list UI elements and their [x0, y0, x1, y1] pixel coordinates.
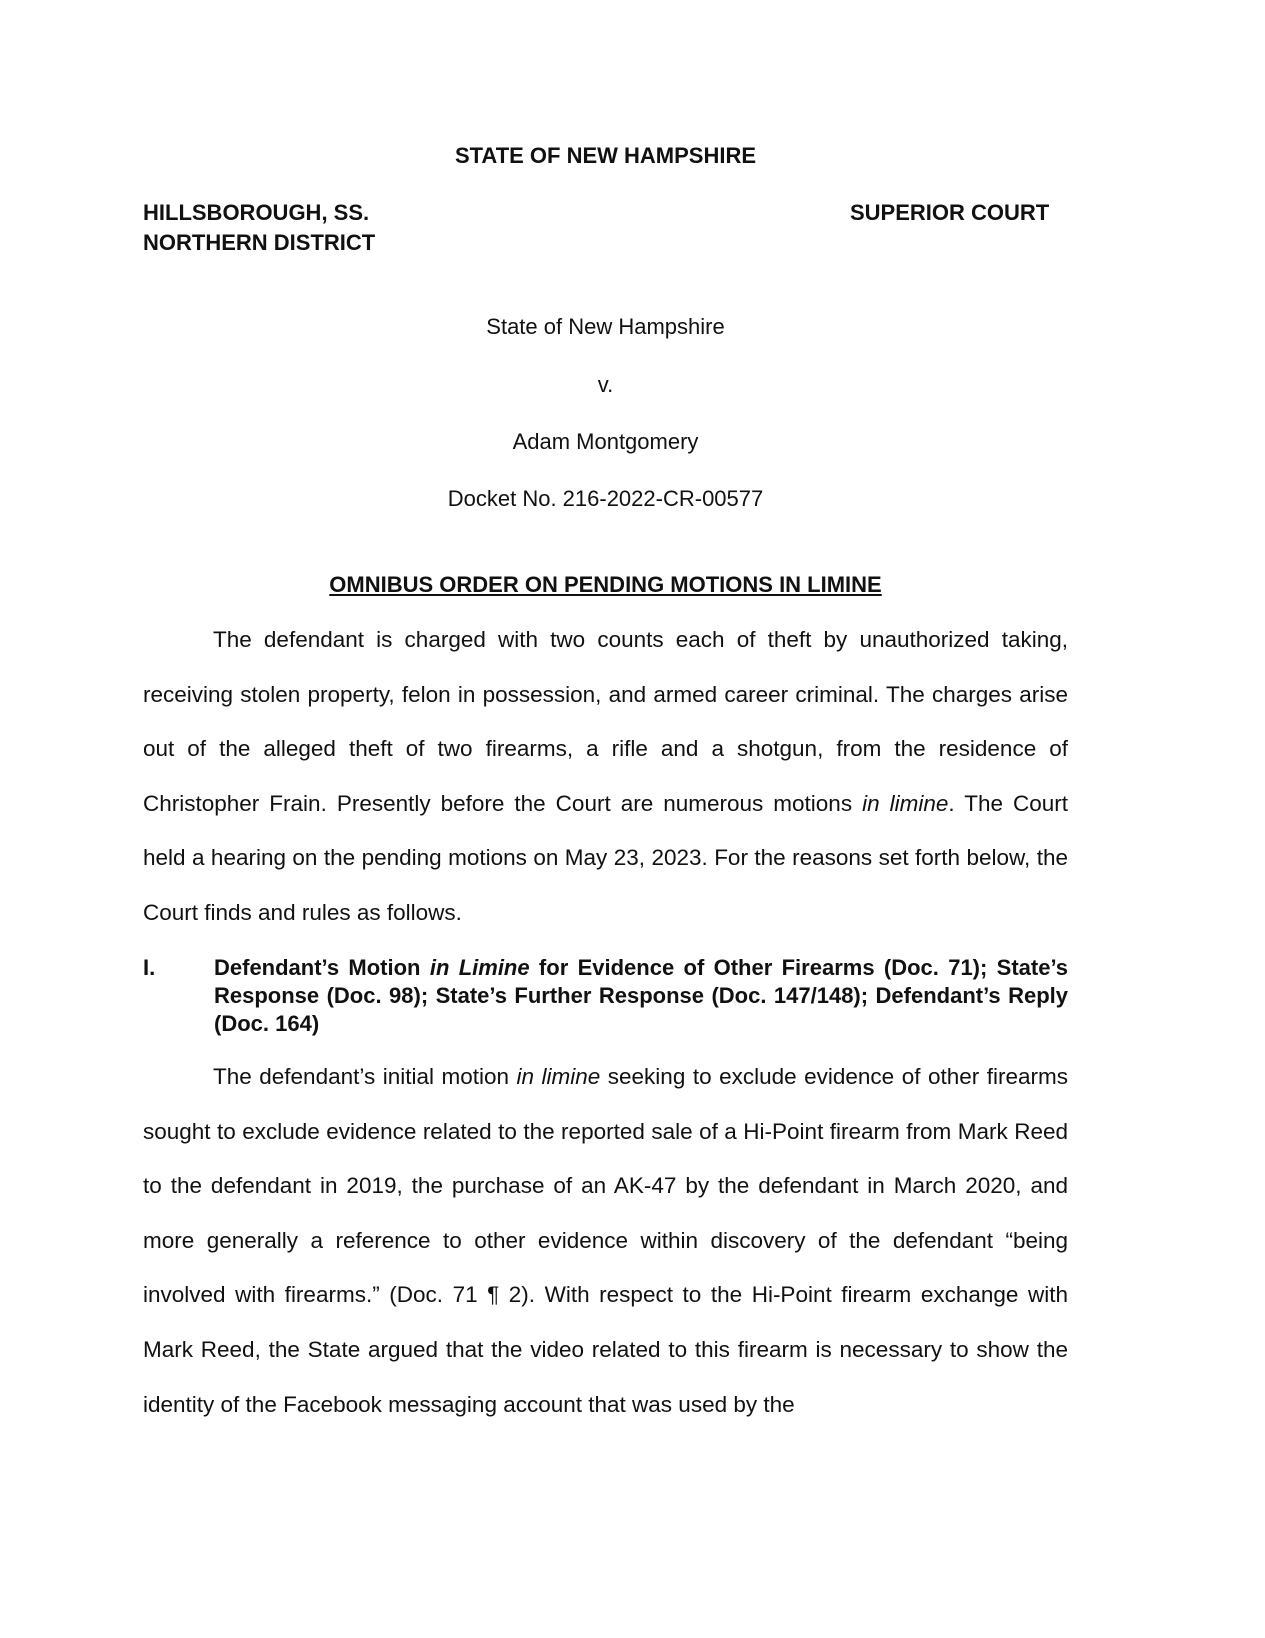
state-heading: STATE OF NEW HAMPSHIRE [454, 143, 757, 168]
paragraph-italic: in limine [516, 1064, 601, 1089]
paragraph-text-end: seeking to exclude evidence of other firearms sought to exclude evidence related to the reported sale of a Hi-Point firearm from Mark Reed to the defendant in 2019, the purchase of an AK-47 by the defendant in March 2020, and more generally a reference to other evidence within discovery of the defendant “being involved with firearms.” (Doc. 71 ¶ 2). With respect to the Hi-Point firearm exchange with Mark Reed, the State argued that the video related to this firearm is necessary to show the identity of the Facebook messaging account that was used by the [143, 1064, 1068, 1417]
intro-italic: in limine [862, 790, 949, 816]
intro-text: The defendant is charged with two counts each of theft by unauthorized taking, receiving stolen property, felon in possession, and armed career criminal. The charges arise out of the alleged theft of two firearms, a rifle and a shotgun, from the residence of Christopher Frain. Presently before the Court are numerous motions [143, 627, 1068, 816]
heading-italic: in Limine [429, 955, 530, 980]
heading-text-end: for Evidence of Other Firearms (Doc. 71); State’s Response (Doc. 98); State’s Further Response (Doc. 147/148); Defendant’s Reply (Doc. 164) [214, 955, 1068, 1036]
section-1-paragraph [143, 1050, 1068, 1432]
section-number: I. [143, 955, 156, 980]
versus: v. [597, 372, 614, 397]
district-label: NORTHERN DISTRICT [143, 230, 376, 255]
document-title: OMNIBUS ORDER ON PENDING MOTIONS IN LIMINE [329, 572, 882, 597]
court-label: SUPERIOR COURT [850, 200, 1050, 225]
paragraph-text: The defendant’s initial motion [213, 1064, 517, 1089]
plaintiff-name: State of New Hampshire [486, 314, 725, 339]
intro-paragraph [143, 613, 1068, 941]
section-1-heading [143, 954, 1068, 1038]
intro-text-end: . The Court held a hearing on the pending motions on May 23, 2023. For the reasons set forth below, the Court finds and rules as follows. [143, 790, 1068, 925]
county-label: HILLSBOROUGH, SS. [143, 200, 370, 225]
heading-text: Defendant’s Motion [214, 955, 430, 980]
defendant-name: Adam Montgomery [512, 429, 699, 454]
docket-number: Docket No. 216-2022-CR-00577 [447, 486, 764, 511]
